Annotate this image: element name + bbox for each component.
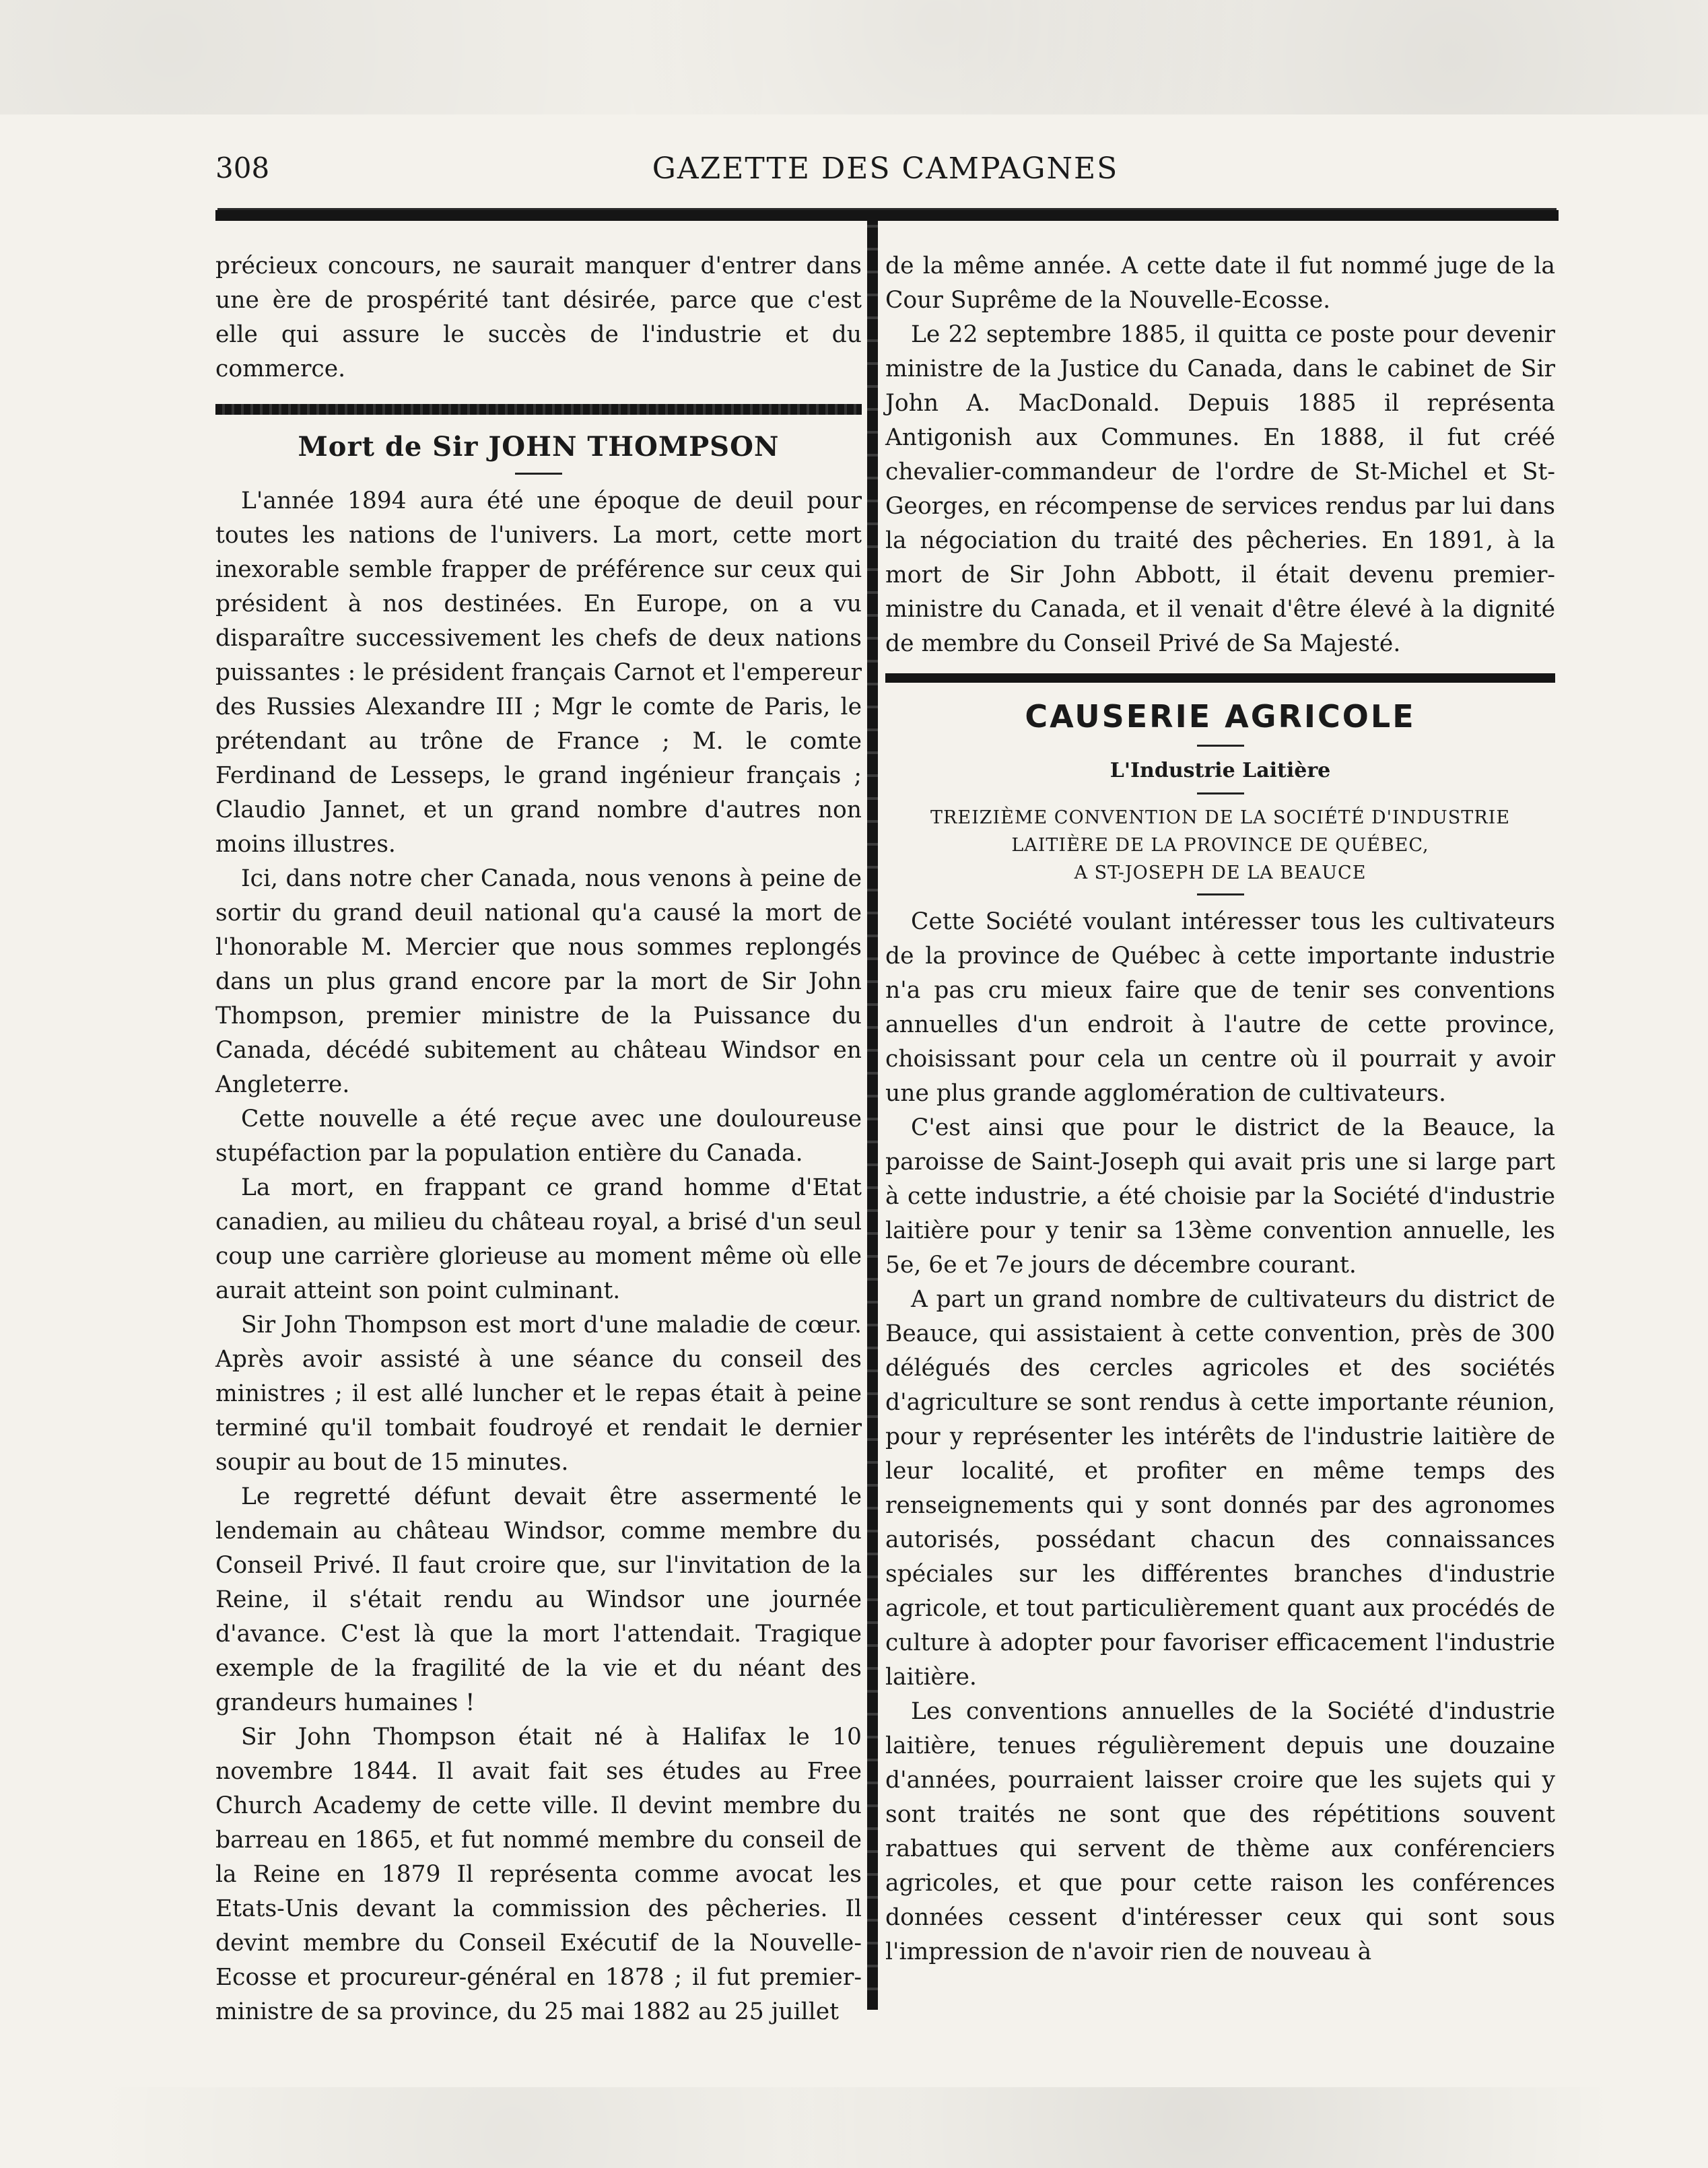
convention-heading-line: LAITIÈRE DE LA PROVINCE DE QUÉBEC, [1011, 835, 1429, 856]
paragraph: La mort, en frappant ce grand homme d'Etat canadien, au milieu du château royal, a brisé d'un seul coup une carrière glorieuse au moment même où elle aurait atteint son point culminant. [215, 1174, 862, 1304]
title-dash [1197, 745, 1244, 747]
section-separator-rule [885, 673, 1555, 683]
paragraph: Sir John Thompson était né à Halifax le 10 novembre 1844. Il avait fait ses études au Free Church Academy de cette ville. Il devint membre du barreau en 1865, et fut nommé membre du conseil de la Reine en 1879 Il représenta comme avocat les Etats-Unis devant la commission des pêcheries. Il devint membre du Conseil Exécutif de la Nouvelle-Ecosse et procureur-général en 1878 ; il fut premier-ministre de sa province, du 25 mai 1882 au 25 juillet [215, 1724, 862, 2025]
page-header [215, 151, 1555, 199]
paragraph: L'année 1894 aura été une époque de deuil pour toutes les nations de l'univers. La mort, cette mort inexorable semble frapper de préférence sur ceux qui président à nos destinées. En Europe, on a vu disparaître successivement les chefs de deux nations puissantes : le président français Carnot et l'empereur des Russies Alexandre III ; Mgr le comte de Paris, le prétendant au trône de France ; M. le comte Ferdinand de Lesseps, le grand ingénieur français ; Claudio Jannet, et un grand nombre d'autres non moins illustres. [215, 487, 862, 858]
paragraph: A part un grand nombre de cultivateurs du district de Beauce, qui assistaient à cette convention, près de 300 délégués des cercles agricoles et des sociétés d'agriculture se sont rendus à cette importante réunion, pour y représenter les intérêts de l'industrie laitière de leur localité, et profiter en même temps des renseignements qui y sont donnés par des agronomes autorisés, possédant chacun des connaissances spéciales sur les différentes branches d'industrie agricole, et tout particulièrement quant aux procédés de culture à adopter pour favoriser efficacement l'industrie laitière. [885, 1286, 1555, 1691]
paragraph: C'est ainsi que pour le district de la Beauce, la paroisse de Saint-Joseph qui avait pris une si large part à cette industrie, a été choisie par la Société d'industrie laitière pour y tenir sa 13ème convention annuelle, les 5e, 6e et 7e jours de décembre courant. [885, 1114, 1555, 1279]
paragraph: Cette Société voulant intéresser tous les cultivateurs de la province de Québec à cette importante industrie n'a pas cru mieux faire que de tenir ses conventions annuelles d'un endroit à l'autre de cette province, choisissant pour cela un centre où il pourrait y avoir une plus grande agglomération de cultivateurs. [885, 908, 1555, 1107]
left-continuation-paragraph: précieux concours, ne saurait manquer d'entrer dans une ère de prospérité tant désirée, parce que c'est elle qui assure le succès de l'industrie et du commerce. [215, 252, 862, 382]
scan-noise-top [0, 0, 1708, 114]
convention-heading-line: TREIZIÈME CONVENTION DE LA SOCIÉTÉ D'INDUSTRIE [930, 807, 1510, 828]
subtitle-dash [1197, 792, 1244, 794]
section-title-causerie: CAUSERIE AGRICOLE [1025, 698, 1416, 735]
page-number: 308 [215, 151, 270, 184]
column-divider [867, 215, 878, 2010]
convention-heading-line: A ST-JOSEPH DE LA BEAUCE [1074, 862, 1367, 883]
convention-dash [1197, 893, 1244, 895]
left-column [215, 249, 862, 2029]
paragraph: Cette nouvelle a été reçue avec une douloureuse stupéfaction par la population entière du Canada. [215, 1106, 862, 1167]
paragraph: Sir John Thompson est mort d'une maladie de cœur. Après avoir assisté à une séance du conseil des ministres ; il est allé luncher et le repas était à peine terminé qu'il tombait foudroyé et rendait le dernier soupir au bout de 15 minutes. [215, 1312, 862, 1476]
article-separator-rule [215, 404, 862, 415]
title-dash [515, 473, 562, 475]
subtitle-industrie-laitiere: L'Industrie Laitière [1109, 759, 1331, 782]
right-continuation-paragraph: de la même année. A cette date il fut nommé juge de la Cour Suprême de la Nouvelle-Ecosse. [885, 252, 1555, 314]
header-rule [215, 210, 1559, 221]
scan-noise-bottom [0, 2087, 1708, 2168]
right-column [885, 249, 1555, 1969]
paragraph: Le 22 septembre 1885, il quitta ce poste pour devenir ministre de la Justice du Canada, dans le cabinet de Sir John A. MacDonald. Depuis 1885 il représenta Antigonish aux Communes. En 1888, il fut créé chevalier-commandeur de l'ordre de St-Michel et St-Georges, en récompense de services rendus par lui dans la négociation du traité des pêcheries. En 1891, à la mort de Sir John Abbott, il était devenu premier-ministre du Canada, et il venait d'être élevé à la dignité de membre du Conseil Privé de Sa Majesté. [885, 321, 1555, 657]
article-title-thompson: Mort de Sir JOHN THOMPSON [298, 431, 780, 463]
paragraph: Ici, dans notre cher Canada, nous venons à peine de sortir du grand deuil national qu'a causé la mort de l'honorable M. Mercier que nous sommes replongés dans un plus grand encore par la mort de Sir John Thompson, premier ministre de la Puissance du Canada, décédé subitement au château Windsor en Angleterre. [215, 865, 862, 1098]
paragraph: Les conventions annuelles de la Société d'industrie laitière, tenues régulièrement depuis une douzaine d'années, pourraient laisser croire que les sujets qui y sont traités ne sont que des répétitions souvent rabattues qui servent de thème aux conférenciers agricoles, et que pour cette raison les conférences données cessent d'intéresser ceux qui sont sous l'impression de n'avoir rien de nouveau à [885, 1698, 1555, 1965]
running-title: GAZETTE DES CAMPAGNES [652, 151, 1119, 186]
paragraph: Le regretté défunt devait être assermenté le lendemain au château Windsor, comme membre du Conseil Privé. Il faut croire que, sur l'invitation de la Reine, il s'était rendu au Windsor une journée d'avance. C'est là que la mort l'attendait. Tragique exemple de la fragilité de la vie et du néant des grandeurs humaines ! [215, 1483, 862, 1716]
